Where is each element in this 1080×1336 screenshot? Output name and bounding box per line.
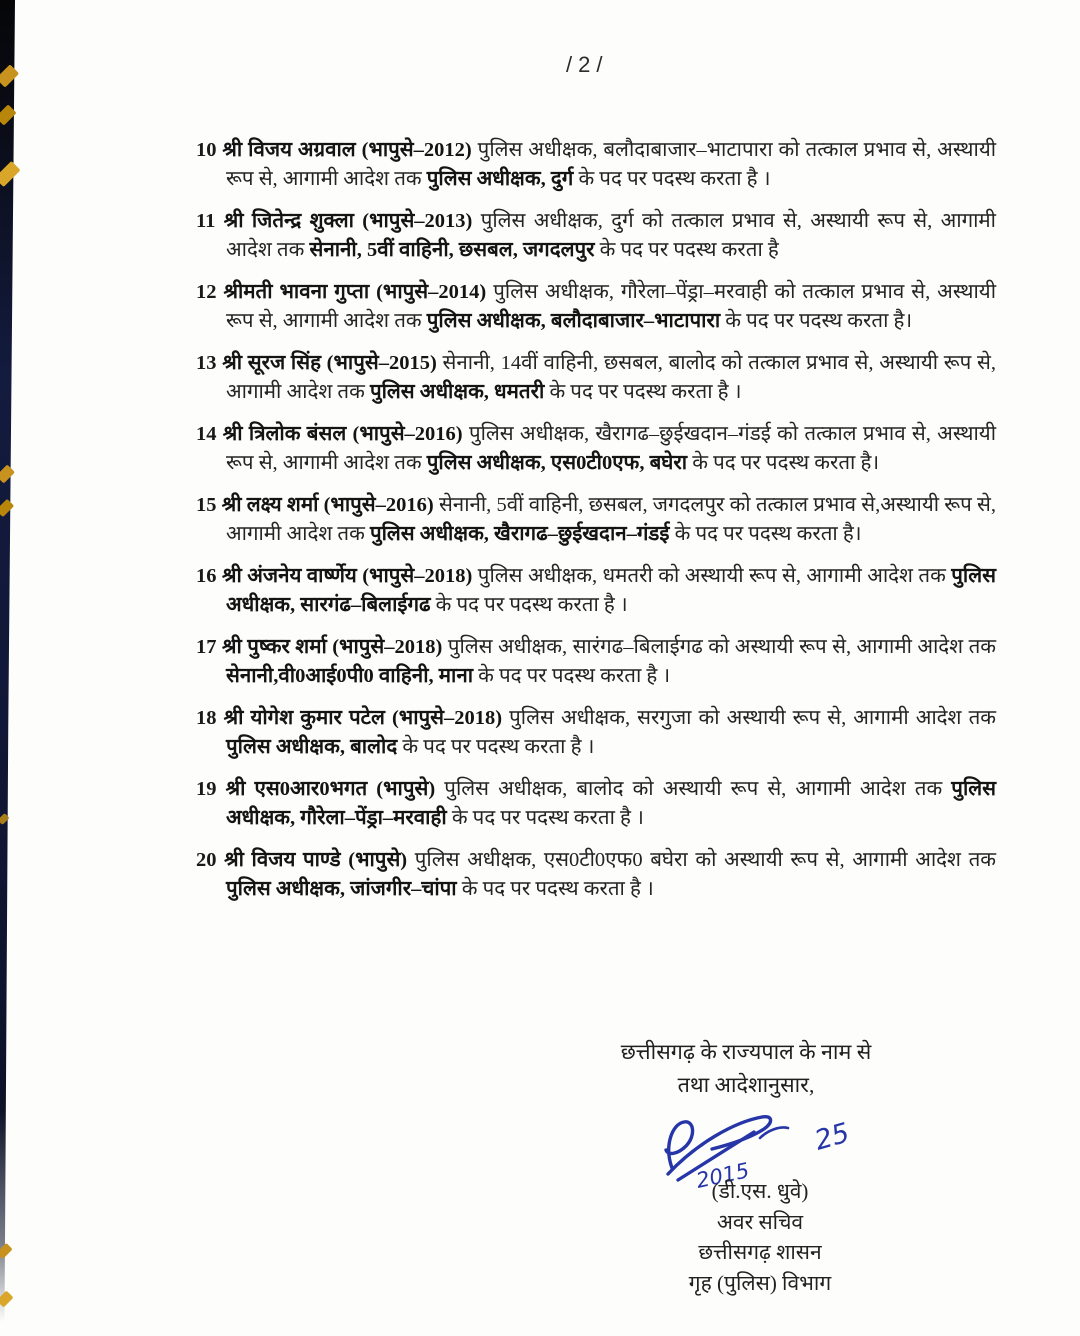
order-item-15 — [196, 491, 996, 549]
item-number: 14 — [196, 423, 217, 445]
closing-line-2: तथा आदेशानुसार, — [677, 1073, 815, 1097]
item-number: 16 — [196, 565, 217, 587]
item-number: 20 — [196, 849, 217, 871]
officer-name: श्री विजय पाण्डे (भापुसे) — [224, 849, 408, 871]
new-posting: पुलिस अधीक्षक, गौरेला–पेंड्रा–मरवाही — [226, 778, 997, 829]
binding-gold-fleck — [0, 1291, 13, 1308]
officer-name: श्री त्रिलोक बंसल (भापुसे–2016) — [222, 423, 463, 445]
new-posting: पुलिस अधीक्षक, धमतरी — [369, 381, 545, 403]
signatory-block — [606, 1176, 914, 1298]
officer-name: श्री योगेश कुमार पटेल (भापुसे–2018) — [223, 707, 503, 729]
item-body: सेनानी, 14वीं वाहिनी, छसबल, बालोद को तत्काल प्रभाव से, अस्थायी रूप से, आगामी आदेश तक — [226, 352, 997, 403]
order-item-10 — [196, 136, 996, 194]
item-number: 19 — [196, 778, 217, 800]
order-item-17 — [196, 633, 996, 691]
binding-gold-fleck — [0, 1243, 13, 1259]
item-body: पुलिस अधीक्षक, गौरेला–पेंड्रा–मरवाही को तत्काल प्रभाव से, अस्थायी रूप से, आगामी आदेश तक — [226, 281, 997, 332]
officer-name: श्री अंजनेय वार्ष्णेय (भापुसे–2018) — [221, 565, 473, 587]
page-number: /2/ — [566, 52, 609, 77]
item-number: 15 — [196, 494, 217, 516]
item-tail: के पद पर पदस्थ करता है । — [435, 594, 628, 616]
item-tail: के पद पर पदस्थ करता है। — [692, 452, 880, 474]
new-posting: सेनानी,वी0आई0पी0 वाहिनी, माना — [226, 665, 474, 687]
item-tail: के पद पर पदस्थ करता है । — [478, 665, 671, 687]
signatory-government: छत्तीसगढ़ शासन — [698, 1240, 822, 1264]
scan-edge-binding — [0, 0, 15, 1322]
item-tail: के पद पर पदस्थ करता है। — [674, 523, 862, 545]
new-posting: पुलिस अधीक्षक, जांजगीर–चांपा — [226, 878, 457, 900]
item-tail: के पद पर पदस्थ करता है । — [461, 878, 654, 900]
order-list — [196, 136, 996, 917]
new-posting: पुलिस अधीक्षक, एस0टी0एफ, बघेरा — [426, 452, 688, 474]
officer-name: श्री सूरज सिंह (भापुसे–2015) — [222, 352, 437, 374]
closing-authority — [558, 1036, 934, 1102]
new-posting: सेनानी, 5वीं वाहिनी, छसबल, जगदलपुर — [309, 239, 595, 261]
order-item-11 — [196, 207, 996, 265]
item-body: पुलिस अधीक्षक, बालोद को अस्थायी रूप से, आगामी आदेश तक — [444, 778, 943, 800]
officer-name: श्रीमती भावना गुप्ता (भापुसे–2014) — [223, 281, 487, 303]
officer-name: श्री विजय अग्रवाल (भापुसे–2012) — [222, 139, 472, 161]
signatory-department: गृह (पुलिस) विभाग — [688, 1270, 832, 1295]
new-posting: पुलिस अधीक्षक, दुर्ग — [426, 168, 574, 190]
officer-name: श्री जितेन्द्र शुक्ला (भापुसे–2013) — [223, 210, 473, 232]
signatory-designation: अवर सचिव — [716, 1209, 804, 1234]
item-tail: के पद पर पदस्थ करता है। — [725, 310, 913, 332]
signature-date-digits: 2015 — [694, 1158, 752, 1193]
item-number: 11 — [196, 210, 216, 232]
order-item-19 — [196, 775, 996, 833]
order-item-12 — [196, 278, 996, 336]
signatory-name: (डी.एस. धुवे) — [711, 1179, 809, 1203]
item-number: 17 — [196, 636, 217, 658]
item-number: 12 — [196, 281, 217, 303]
order-item-14 — [196, 420, 996, 478]
order-item-16 — [196, 562, 996, 620]
item-number: 10 — [196, 139, 217, 161]
item-number: 13 — [196, 352, 217, 374]
new-posting: पुलिस अधीक्षक, बालोद — [226, 736, 398, 758]
item-tail: के पद पर पदस्थ करता है । — [549, 381, 742, 403]
order-item-18 — [196, 704, 996, 762]
item-tail: के पद पर पदस्थ करता है । — [402, 736, 595, 758]
item-body: पुलिस अधीक्षक, धमतरी को अस्थायी रूप से, आगामी आदेश तक — [477, 565, 946, 587]
signature-digits: 25 — [811, 1117, 853, 1157]
item-body: पुलिस अधीक्षक, एस0टी0एफ0 बघेरा को अस्थायी रूप से, आगामी आदेश तक — [414, 849, 997, 871]
item-body: पुलिस अधीक्षक, बलौदाबाजार–भाटापारा को तत्काल प्रभाव से, अस्थायी रूप से, आगामी आदेश तक — [226, 139, 997, 190]
new-posting: पुलिस अधीक्षक, खैरागढ–छुईखदान–गंडई — [369, 523, 670, 545]
item-tail: के पद पर पदस्थ करता है । — [578, 168, 771, 190]
item-body: पुलिस अधीक्षक, सरगुजा को अस्थायी रूप से, आगामी आदेश तक — [509, 707, 997, 729]
order-item-20 — [196, 846, 996, 904]
item-tail: के पद पर पदस्थ करता है । — [451, 807, 644, 829]
item-body: पुलिस अधीक्षक, सारंगढ–बिलाईगढ को अस्थायी रूप से, आगामी आदेश तक — [447, 636, 996, 658]
closing-line-1: छत्तीसगढ़ के राज्यपाल के नाम से — [620, 1040, 872, 1064]
officer-name: श्री लक्ष्य शर्मा (भापुसे–2016) — [221, 494, 434, 516]
item-body: सेनानी, 5वीं वाहिनी, छसबल, जगदलपुर को तत्काल प्रभाव से,अस्थायी रूप से, आगामी आदेश तक — [226, 494, 997, 545]
item-body: पुलिस अधीक्षक, दुर्ग को तत्काल प्रभाव से, अस्थायी रूप से, आगामी आदेश तक — [226, 210, 996, 261]
officer-name: श्री एस0आर0भगत (भापुसे) — [225, 778, 436, 800]
new-posting: पुलिस अधीक्षक, सारगंढ–बिलाईगढ — [226, 565, 996, 616]
officer-name: श्री पुष्कर शर्मा (भापुसे–2018) — [221, 636, 443, 658]
item-tail: के पद पर पदस्थ करता है — [599, 239, 779, 261]
item-number: 18 — [196, 707, 217, 729]
item-body: पुलिस अधीक्षक, खैरागढ–छुईखदान–गंडई को तत्काल प्रभाव से, अस्थायी रूप से, आगामी आदेश तक — [226, 423, 997, 474]
new-posting: पुलिस अधीक्षक, बलौदाबाजार–भाटापारा — [426, 310, 721, 332]
order-item-13 — [196, 349, 996, 407]
